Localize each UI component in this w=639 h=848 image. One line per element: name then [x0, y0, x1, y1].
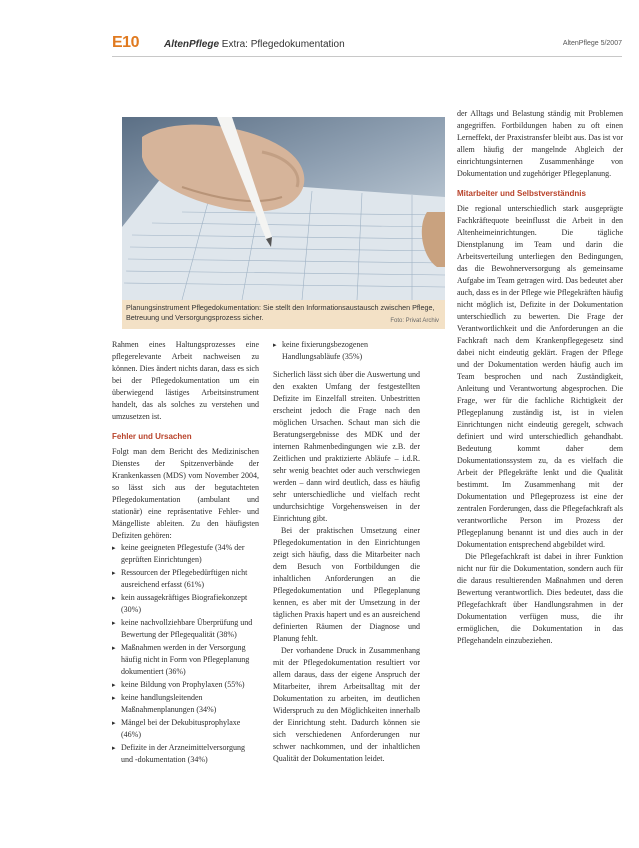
running-title — [164, 39, 345, 50]
list-item: ▸ keine geeigneten Pflegestufe (34% der geprüften Einrichtungen) — [112, 542, 259, 566]
running-title-text: Extra: Pflegedokumentation — [219, 39, 345, 50]
magazine-brand: AltenPflege — [164, 39, 220, 50]
col1-intro: Rahmen eines Haltungsprozesses eine pflegerelevante Arbeit nachweisen zu können. Dies ändert nichts daran, dass es sich bei der Pflegedokumentation um ein überwiegend lästiges Arbeitsinstrument handelt, das als solches zu verstehen und umzusetzen ist. — [112, 340, 259, 421]
col2-para-3: Der vorhandene Druck in Zusammenhang mit der Pflegedokumentation resultiert vor allem daraus, dass der eigene Anspruch der Mitarbeiter, ihrem Arbeitsalltag mit der Dokumentation zu arbeiten, im deutlichen Widerspruch zu den Möglichkeiten innerhalb der Einrichtung steht. Dadurch können sie sich verschiedenen Anforderungen nur schwer nachkommen, und der inhaltlichen Qualität der Dokumentation leidet. — [273, 646, 420, 763]
list-item: ▸ Maßnahmen werden in der Versorgung häufig nicht in Form von Pflegeplanung dokumentiert (36%) — [112, 642, 259, 678]
photo-illustration — [122, 117, 445, 300]
col2-para-1: Sicherlich lässt sich über die Auswertung und den exakten Umfang der festgestellten Defizite im Einzelfall streiten. Unbestritten erscheint jedoch die Frage nach den möglichen Ursachen. Schaut man sich die Beratungsergebnisse des MDK und der internen Rahmenbedingungen wie z.B. der Zeitlichen und praktizierte Abläufe – i.d.R. sehr wenig beachtet oder auch verschwiegen werden – dann wird deutlich, dass es häufig sehr unterschiedliche und vielfach recht undurchsichtige Vorgehensweisen in der Einrichtung gibt. — [273, 370, 420, 523]
column-3 — [457, 108, 623, 647]
list-item: ▸ kein aussagekräftiges Biografiekonzept (30%) — [112, 592, 259, 616]
photo-caption-text: Planungsinstrument Pflegedokumentation: Sie stellt den Informationsaustausch zwischen Pflege, Betreuung und Versorgungsprozess sicher. — [126, 303, 435, 322]
column-1 — [112, 339, 259, 772]
list-item: ▸ Defizite in der Arzneimittelversorgung und -dokumentation (34%) — [112, 742, 259, 766]
list-item: ▸ keine handlungsleitenden Maßnahmenplanungen (34%) — [112, 692, 259, 716]
photo-credit: Foto: Privat Archiv — [390, 317, 439, 324]
section-heading-mitarbeiter: Mitarbeiter und Selbstverständnis — [457, 189, 586, 198]
header-rule — [112, 56, 622, 57]
col3-intro: der Alltags und Belastung ständig mit Problemen angegriffen. Fortbildungen haben zu oft einen Lerneffekt, der Praxistransfer bleibt aus. Das ist vor allem häufig der mangelnde Abgleich der einrichtungsinternen Zusammenhänge von Dokumentation und zugehöriger Pflegeplanung. — [457, 109, 623, 178]
list-item: ▸ keine fixierungsbezogenen Handlungsabläufe (35%) — [273, 339, 420, 363]
col1-para: Folgt man dem Bericht des Medizinischen Dienstes der Spitzenverbände der Krankenkassen (MDS) vom November 2004, so lässt sich aus der begutachteten Pflegedokumentation (ambulant und stationär) eine repräsentative Fehler- und Mängelliste ableiten. Zu den häufigsten Defiziten gehören: — [112, 447, 259, 540]
list-item: ▸ keine Bildung von Prophylaxen (55%) — [112, 679, 259, 691]
col3-para-2: Die Pflegefachkraft ist dabei in ihrer Funktion nicht nur für die Dokumentation, sondern auch für die daraus resultierenden Maßnahmen und deren Bewertung verantwortlich. Dies bedeutet, dass die Pflegefachkraft über Handlungsrahmen in der Dokumentation verfügen muss, die ihr ermöglichen, die Dokumentation in das Pflegehandeln einzubeziehen. — [457, 552, 623, 645]
photo-caption — [122, 300, 445, 329]
col2-para-2: Bei der praktischen Umsetzung einer Pflegedokumentation in den Einrichtungen zeigt sich häufig, dass die Mitarbeiter nach dem Besuch von Fortbildungen die inhaltlichen Anforderungen an die Pflegedokumentation und Pflegeplanung kennen, es aber mit der Umsetzung in der täglichen Praxis hapert und es an ausreichend definierten Räumen der Diagnose und Planung fehlt. — [273, 526, 420, 643]
col3-para-1: Die regional unterschiedlich stark ausgeprägte Fachkräftequote beeinflusst die Arbeit in den Altenheimeinrichtungen. Die tägliche Dienstplanung im Team und darin die Arbeitsverteilung unterliegen den Bedingungen, das die Bewohnerversorgung als gemeinsame Aufgabe im Team getragen wird. Das bedeutet aber auch, dass es in der Pflege wie Pflegekräften häufig nicht möglich ist, Defizite in der Dokumentation unterschiedlich zu bewerten. Die Frage der Verantwortlichkeit und die Anforderungen an die Fachkraft nach dem Krankenpflegegesetz sind dabei nicht eindeutig geklärt. Fragen der Pflege und der Dokumentation werden häufig auch im Team besprochen und nach Zuständigkeit, Anleitung und Verantwortung abgesprochen. Die Frage, wer für die fachliche Richtigkeit der Pflegeplanung zuständig ist, ist in vielen Einrichtungen nicht eindeutig geregelt, schwach definiert und wird unterschiedlich gehandhabt. Bedeutung kommt daher dem Dokumentationssystem zu, da es vielfach die Arbeit der Pflegekräfte lenkt und die Qualität bestimmt. Im Zusammenhang mit der Dokumentation und Pflegeprozess ist eine der zentralen Forderungen, dass die Pflegefachkraft als verantwortliche Person im Prozess der Pflegeplanung benannt ist und dies auch in der Dokumentation entsprechend abgebildet wird. — [457, 204, 623, 549]
section-heading-fehler: Fehler und Ursachen — [112, 432, 192, 441]
deficit-list — [112, 542, 259, 766]
issue-label: AltenPflege 5/2007 — [562, 40, 622, 47]
list-item: ▸ Ressourcen der Pflegebedürftigen nicht ausreichend erfasst (61%) — [112, 567, 259, 591]
deficit-list-continued — [273, 339, 420, 363]
column-2 — [273, 339, 420, 765]
photo — [122, 117, 445, 300]
section-logo: E10 — [112, 34, 139, 51]
list-item: ▸ keine nachvollziehbare Überprüfung und Bewertung der Pflegequalität (38%) — [112, 617, 259, 641]
page-header — [112, 36, 622, 52]
list-item: ▸ Mängel bei der Dekubitusprophylaxe (46%) — [112, 717, 259, 741]
